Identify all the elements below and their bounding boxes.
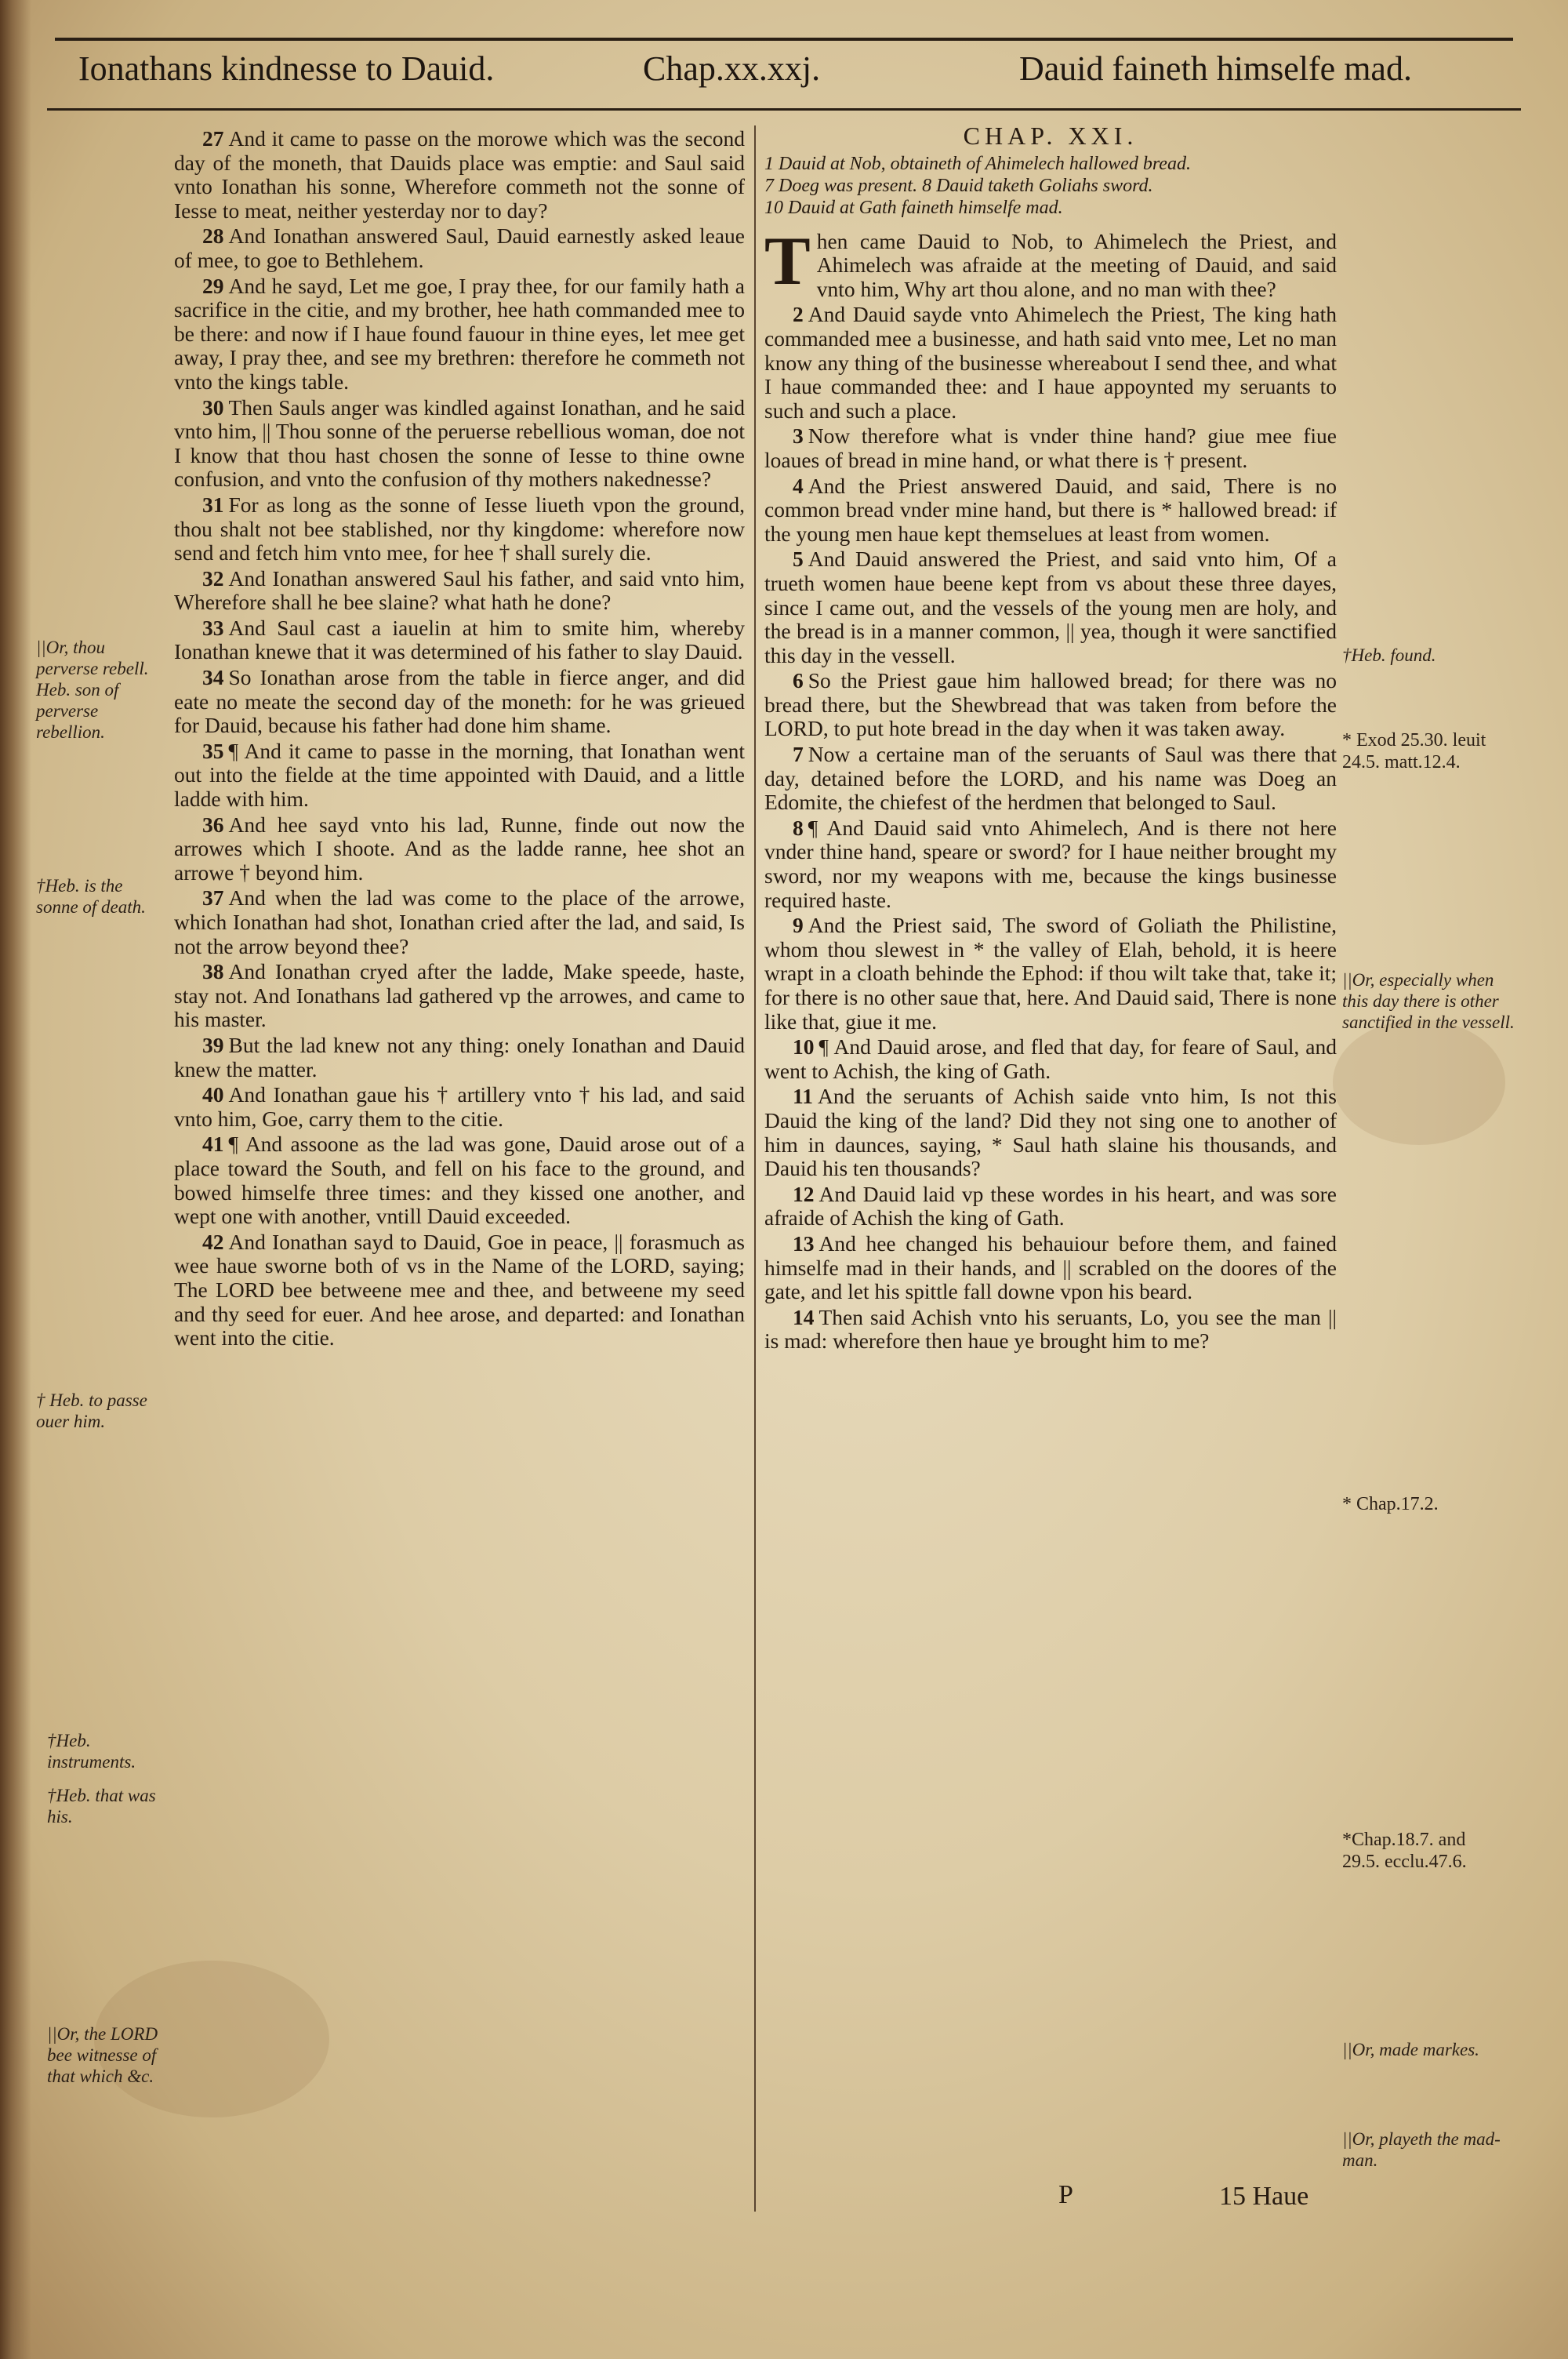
verse: 28 And Ionathan answered Saul, Dauid earnestly asked leaue of mee, to goe to Bethlehem. xyxy=(174,224,745,272)
header-right: Dauid faineth himselfe mad. xyxy=(1019,49,1412,88)
verse: 14 Then said Achish vnto his seruants, Lo, you see the man || is mad: wherefore then haue ye brought him to me? xyxy=(764,1304,1337,1354)
drop-capital: T xyxy=(764,223,811,300)
verse: 5 And Dauid answered the Priest, and said vnto him, Of a trueth women haue beene kept from vs about these three dayes, since I came out, and the vessels of the young men are holy, and the bread is in a manner common, || yea, though it were sanctified this day in the vessell. xyxy=(764,547,1337,667)
margin-note: † Heb. to passe ouer him. xyxy=(36,1390,147,1431)
verse: 4 And the Priest answered Dauid, and said, There is no common bread vnder mine hand, but there is * hallowed bread: if the young men haue kept themselues at least from women. xyxy=(764,473,1337,546)
left-column xyxy=(174,127,745,1352)
header-rule-top xyxy=(55,38,1513,41)
verse: 40 And Ionathan gaue his † artillery vnto † his lad, and said vnto him, Goe, carry them to the citie. xyxy=(174,1082,745,1131)
verse: 37 And when the lad was come to the place of the arrowe, which Ionathan had shot, Ionathan cried after the lad, and said, Is not the arrow beyond thee? xyxy=(174,885,745,958)
margin-note: †Heb. is the sonne of death. xyxy=(36,876,146,917)
catchword: 15 Haue xyxy=(1219,2182,1309,2211)
verse: 29 And he sayd, Let me goe, I pray thee, for our family hath a sacrifice in the citie, and my brother, hee hath commanded mee to be there: and now if I haue found fauour in thine eyes, let mee get away, I pray thee, and see my brethren: therefore he commeth not vnto the kings table. xyxy=(174,273,745,394)
margin-note: †Heb. that was his. xyxy=(47,1786,156,1826)
summary-line: 1 Dauid at Nob, obtaineth of Ahimelech hallowed bread. xyxy=(764,153,1191,174)
margin-note: ||Or, especially when this day there is other sanctified in the vessell. xyxy=(1342,970,1515,1032)
verse: 11 And the seruants of Achish saide vnto him, Is not this Dauid the king of the land? Did they not sing one to another of him in daunces, saying, * Saul hath slaine his thousands, and Dauid his ten thousands? xyxy=(764,1084,1337,1181)
verse: 35 ¶ And it came to passe in the morning, that Ionathan went out into the fielde at the time appointed with Dauid, and a little ladde with him. xyxy=(174,738,745,812)
running-header xyxy=(47,41,1521,104)
verse: 3 Now therefore what is vnder thine hand? giue mee fiue loaues of bread in mine hand, or what there is † present. xyxy=(764,423,1337,472)
verse: 38 And Ionathan cryed after the ladde, Make speede, haste, stay not. And Ionathans lad gathered vp the arrowes, and came to his master. xyxy=(174,959,745,1032)
page-gutter-shadow xyxy=(0,0,31,2359)
verse: 41 ¶ And assoone as the lad was gone, Dauid arose out of a place toward the South, and fell on his face to the ground, and bowed himselfe three times: and they kissed one another, and wept one with another, vntill Dauid exceeded. xyxy=(174,1132,745,1229)
margin-note: †Heb. instruments. xyxy=(47,1731,136,1772)
column-divider xyxy=(754,125,756,2212)
verse: 42 And Ionathan sayd to Dauid, Goe in peace, || forasmuch as wee haue sworne both of vs in the Name of the LORD, saying; The LORD bee betweene mee and thee, and betweene my seed and thy seed for euer. And hee arose, and departed: and Ionathan went into the citie. xyxy=(174,1229,745,1350)
header-rule-bottom xyxy=(47,108,1521,111)
verse: 30 Then Sauls anger was kindled against Ionathan, and he said vnto him, || Thou sonne of the peruerse rebellious woman, doe not I know that thou hast chosen the sonne of Iesse to thine owne confusion, and vnto the confusion of thy mothers nakednesse? xyxy=(174,394,745,492)
margin-citation: * Exod 25.30. leuit 24.5. matt.12.4. xyxy=(1342,730,1486,772)
verse: 39 But the lad knew not any thing: onely Ionathan and Dauid knew the matter. xyxy=(174,1032,745,1081)
chapter-summary xyxy=(764,153,1337,219)
verse: 27 And it came to passe on the morowe which was the second day of the moneth, that Dauids place was emptie: and Saul said vnto Ionathan his sonne, Wherefore commeth not the sonne of Iesse to meat, neither yesterday nor to day? xyxy=(174,126,745,223)
signature-mark: P xyxy=(1058,2180,1073,2209)
margin-note: ||Or, the LORD bee witnesse of that which &c. xyxy=(47,2024,158,2086)
verse: 7 Now a certaine man of the seruants of Saul was there that day, detained before the LORD, and his name was Doeg an Edomite, the chiefest of the herdmen that belonged to Saul. xyxy=(764,742,1337,815)
verse: 13 And hee changed his behauiour before them, and fained himselfe mad in their hands, and || scrabled on the doores of the gate, and let his spittle fall downe vpon his beard. xyxy=(764,1230,1337,1304)
verse: 8 ¶ And Dauid said vnto Ahimelech, And is there not here vnder thine hand, speare or sword? for I haue neither brought my sword, nor my weapons with me, because the kings businesse required haste. xyxy=(764,815,1337,912)
verse: 31 For as long as the sonne of Iesse liueth vpon the ground, thou shalt not bee stablished, nor thy kingdome: wherefore now send and fetch him vnto mee, for hee † shall surely die. xyxy=(174,492,745,565)
right-column xyxy=(764,124,1337,1355)
margin-note: ||Or, playeth the mad-man. xyxy=(1342,2129,1501,2170)
paper-stain xyxy=(1333,1020,1505,1145)
verse: 34 So Ionathan arose from the table in fierce anger, and did eate no meate the second day of the moneth: for he was grieued for Dauid, because his father had done him shame. xyxy=(174,665,745,738)
margin-citation: * Chap.17.2. xyxy=(1342,1494,1439,1514)
header-center: Chap.xx.xxj. xyxy=(643,49,821,88)
verse: 9 And the Priest said, The sword of Goliath the Philistine, whom thou slewest in * the valley of Elah, behold, it is heere wrapt in a cloath behinde the Ephod: if thou wilt take that, take it; for there is no other saue that, here. And Dauid said, There is none like that, giue it me. xyxy=(764,913,1337,1034)
verse: Then came Dauid to Nob, to Ahimelech the Priest, and Ahimelech was afraide at the meeting of Dauid, and said vnto him, Why art thou alone, and no man with thee? xyxy=(764,223,1337,301)
verse: 6 So the Priest gaue him hallowed bread; for there was no bread there, but the Shewbread that was taken from before the LORD, to put hote bread in the day when it was taken away. xyxy=(764,668,1337,741)
verse: 10 ¶ And Dauid arose, and fled that day, for feare of Saul, and went to Achish, the king of Gath. xyxy=(764,1034,1337,1083)
verse: 2 And Dauid sayde vnto Ahimelech the Priest, The king hath commanded mee a businesse, and hath said vnto mee, Let no man know any thing of the businesse whereabout I send thee, and what I haue commanded thee: and I haue appoynted my seruants to such and such a place. xyxy=(764,302,1337,423)
verse: 36 And hee sayd vnto his lad, Runne, finde out now the arrowes which I shoote. And as the ladde ranne, hee shot an arrowe † beyond him. xyxy=(174,812,745,885)
margin-note: ||Or, thou perverse rebell. Heb. son of perverse rebellion. xyxy=(36,638,149,742)
summary-line: 7 Doeg was present. 8 Dauid taketh Goliahs sword. xyxy=(764,175,1153,196)
verse: 33 And Saul cast a iauelin at him to smite him, whereby Ionathan knewe that it was determined of his father to slay Dauid. xyxy=(174,615,745,664)
summary-line: 10 Dauid at Gath faineth himselfe mad. xyxy=(764,197,1063,218)
margin-note: †Heb. found. xyxy=(1342,645,1436,665)
margin-citation: *Chap.18.7. and 29.5. ecclu.47.6. xyxy=(1342,1830,1467,1872)
header-left: Ionathans kindnesse to Dauid. xyxy=(78,49,495,88)
margin-note: ||Or, made markes. xyxy=(1342,2040,1479,2059)
verse: 32 And Ionathan answered Saul his father, and said vnto him, Wherefore shall he bee slaine? what hath he done? xyxy=(174,565,745,615)
verse: 12 And Dauid laid vp these wordes in his heart, and was sore afraide of Achish the king of Gath. xyxy=(764,1181,1337,1230)
chapter-heading: CHAP. XXI. xyxy=(963,122,1138,150)
